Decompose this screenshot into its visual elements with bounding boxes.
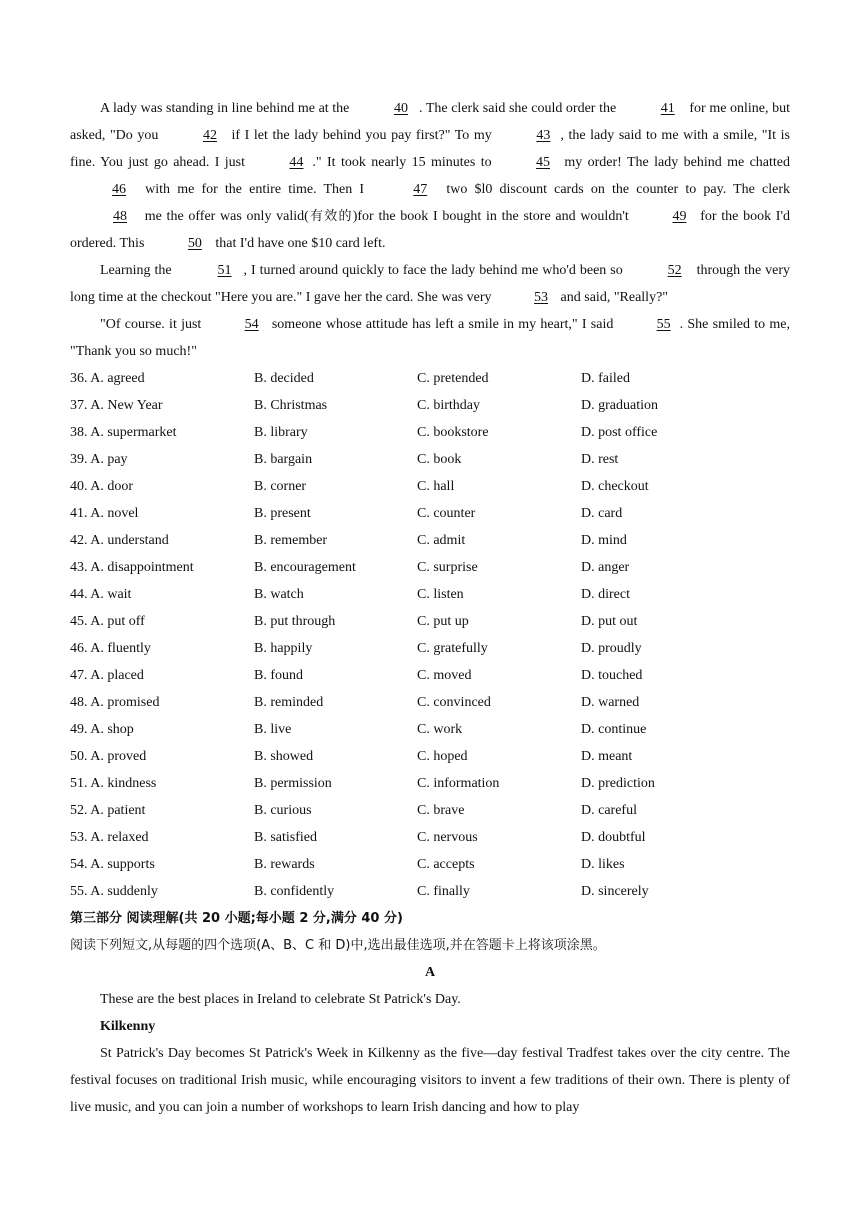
option-a: 44. A. wait [70,587,132,602]
option-row [70,365,790,392]
option-c: C. put up [417,614,469,629]
text: that I'd have one $10 card left. [211,236,386,251]
option-row [70,797,790,824]
option-b: B. curious [254,803,312,818]
option-row [70,716,790,743]
option-a: 49. A. shop [70,722,134,737]
option-b: B. showed [254,749,314,764]
option-a: 37. A. New Year [70,398,163,413]
option-c: C. pretended [417,371,489,386]
option-a: 48. A. promised [70,695,160,710]
option-row [70,527,790,554]
text: someone whose attitude has left a smile in my heart," I said [267,317,618,332]
option-row [70,770,790,797]
exam-page [70,95,790,1121]
text: for the book I'd ordered. This [70,209,790,251]
section-instruction: 阅读下列短文,从每题的四个选项(A、B、C 和 D)中,选出最佳选项,并在答题卡上将该项涂黑。 [70,938,606,953]
option-d: D. rest [581,452,619,467]
text: with me for the entire time. Then I [138,182,372,197]
option-a: 55. A. suddenly [70,884,158,899]
option-a: 42. A. understand [70,533,169,548]
passage-paragraph-3 [70,311,790,365]
option-d: D. checkout [581,479,649,494]
text: Learning the [100,263,176,278]
blank-44: 44 [289,155,304,170]
reading-intro: These are the best places in Ireland to celebrate St Patrick's Day. [100,992,461,1007]
blank-50: 50 [187,236,202,251]
option-b: B. permission [254,776,332,791]
text: two $l0 discount cards on the counter to pay. The clerk [439,182,790,197]
option-d: D. put out [581,614,638,629]
option-b: B. confidently [254,884,335,899]
text: my order! The lady behind me chatted [558,155,791,170]
option-d: D. post office [581,425,658,440]
option-a: 51. A. kindness [70,776,157,791]
option-d: D. sincerely [581,884,649,899]
blank-53: 53 [534,290,549,305]
option-d: D. direct [581,587,630,602]
option-a: 46. A. fluently [70,641,151,656]
blank-41: 41 [660,101,675,116]
option-c: C. surprise [417,560,478,575]
option-row [70,392,790,419]
option-row [70,446,790,473]
option-b: B. rewards [254,857,315,872]
text: "Of course. it just [100,317,206,332]
blank-42: 42 [202,128,217,143]
option-b: B. corner [254,479,307,494]
option-d: D. doubtful [581,830,646,845]
option-a: 39. A. pay [70,452,128,467]
option-a: 36. A. agreed [70,371,145,386]
blank-45: 45 [535,155,550,170]
passage-paragraph-1 [70,95,790,257]
blank-48: 48 [113,209,127,224]
text-cjk: 有效的 [308,209,353,224]
blank-47: 47 [413,182,428,197]
option-a: 52. A. patient [70,803,146,818]
option-row [70,635,790,662]
option-b: B. remember [254,533,328,548]
text: ." It took nearly 15 minutes to [312,155,497,170]
option-c: C. hall [417,479,455,494]
option-d: D. continue [581,722,647,737]
option-d: D. card [581,506,623,521]
option-c: C. hoped [417,749,468,764]
passage-label: A [424,965,436,980]
option-c: C. gratefully [417,641,488,656]
text: if I let the lady behind you pay first?" To my [226,128,497,143]
option-row [70,878,790,905]
option-a: 50. A. proved [70,749,147,764]
option-a: 53. A. relaxed [70,830,149,845]
blank-55: 55 [656,317,671,332]
blank-54: 54 [244,317,259,332]
option-c: C. brave [417,803,465,818]
blank-43: 43 [536,128,551,143]
reading-body: St Patrick's Day becomes St Patrick's Week in Kilkenny as the five—day festival Tradfest takes over the city centre. The festival focuses on traditional Irish music, while encouraging visitors to invent a few traditions of their own. There is plenty of live music, and you can join a number of workshops to learn Irish dancing and how to play [70,1046,790,1115]
option-b: B. happily [254,641,313,656]
section-heading: 第三部分 阅读理解(共 20 小题;每小题 2 分,满分 40 分) [70,911,403,926]
option-d: D. warned [581,695,640,710]
passage-paragraph-2 [70,257,790,311]
option-row [70,554,790,581]
reading-subheading: Kilkenny [100,1019,156,1034]
option-a: 38. A. supermarket [70,425,177,440]
blank-51: 51 [217,263,232,278]
option-a: 43. A. disappointment [70,560,194,575]
option-row [70,743,790,770]
option-b: B. reminded [254,695,324,710]
option-b: B. found [254,668,303,683]
text: )for the book I bought in the store and wouldn't [352,209,634,224]
option-b: B. watch [254,587,304,602]
option-a: 47. A. placed [70,668,144,683]
option-d: D. mind [581,533,627,548]
text: , the lady said to me with a smile, "It is fine. You just go ahead. I just [70,128,790,170]
text: . She smiled to me, "Thank you so much!" [70,317,790,359]
option-c: C. convinced [417,695,491,710]
option-c: C. nervous [417,830,478,845]
option-b: B. library [254,425,308,440]
option-d: D. proudly [581,641,642,656]
option-c: C. book [417,452,462,467]
option-a: 40. A. door [70,479,133,494]
option-c: C. work [417,722,463,737]
blank-40: 40 [394,101,408,116]
text: through the very long time at the checkout "Here you are." I gave her the card. She was very [70,263,790,305]
blank-46: 46 [112,182,126,197]
blank-49: 49 [672,209,687,224]
option-d: D. careful [581,803,637,818]
option-row [70,419,790,446]
option-c: C. accepts [417,857,475,872]
option-d: D. failed [581,371,630,386]
option-d: D. anger [581,560,630,575]
blank-52: 52 [667,263,682,278]
text: me the offer was only valid( [140,209,309,224]
option-row [70,824,790,851]
option-b: B. live [254,722,292,737]
text: and said, "Really?" [557,290,669,305]
text: , I turned around quickly to face the lady behind me who'd been so [243,263,627,278]
option-b: B. present [254,506,311,521]
option-row [70,662,790,689]
option-row [70,608,790,635]
option-b: B. encouragement [254,560,356,575]
option-row [70,689,790,716]
option-a: 41. A. novel [70,506,139,521]
option-b: B. bargain [254,452,313,467]
option-c: C. finally [417,884,470,899]
option-c: C. admit [417,533,466,548]
option-b: B. satisfied [254,830,317,845]
option-b: B. put through [254,614,336,629]
option-d: D. meant [581,749,633,764]
text: A lady was standing in line behind me at the [100,101,353,116]
option-d: D. graduation [581,398,658,413]
text: . The clerk said she could order the [419,101,620,116]
option-c: C. birthday [417,398,480,413]
option-a: 54. A. supports [70,857,155,872]
option-row [70,473,790,500]
option-row [70,851,790,878]
option-c: C. moved [417,668,472,683]
option-row [70,581,790,608]
option-d: D. prediction [581,776,655,791]
option-row [70,500,790,527]
option-d: D. likes [581,857,625,872]
option-a: 45. A. put off [70,614,145,629]
option-d: D. touched [581,668,643,683]
option-b: B. Christmas [254,398,328,413]
options-list [70,365,790,905]
option-c: C. listen [417,587,464,602]
option-b: B. decided [254,371,314,386]
option-c: C. counter [417,506,476,521]
option-c: C. information [417,776,500,791]
text: for me online, but asked, "Do you [70,101,791,143]
option-c: C. bookstore [417,425,489,440]
